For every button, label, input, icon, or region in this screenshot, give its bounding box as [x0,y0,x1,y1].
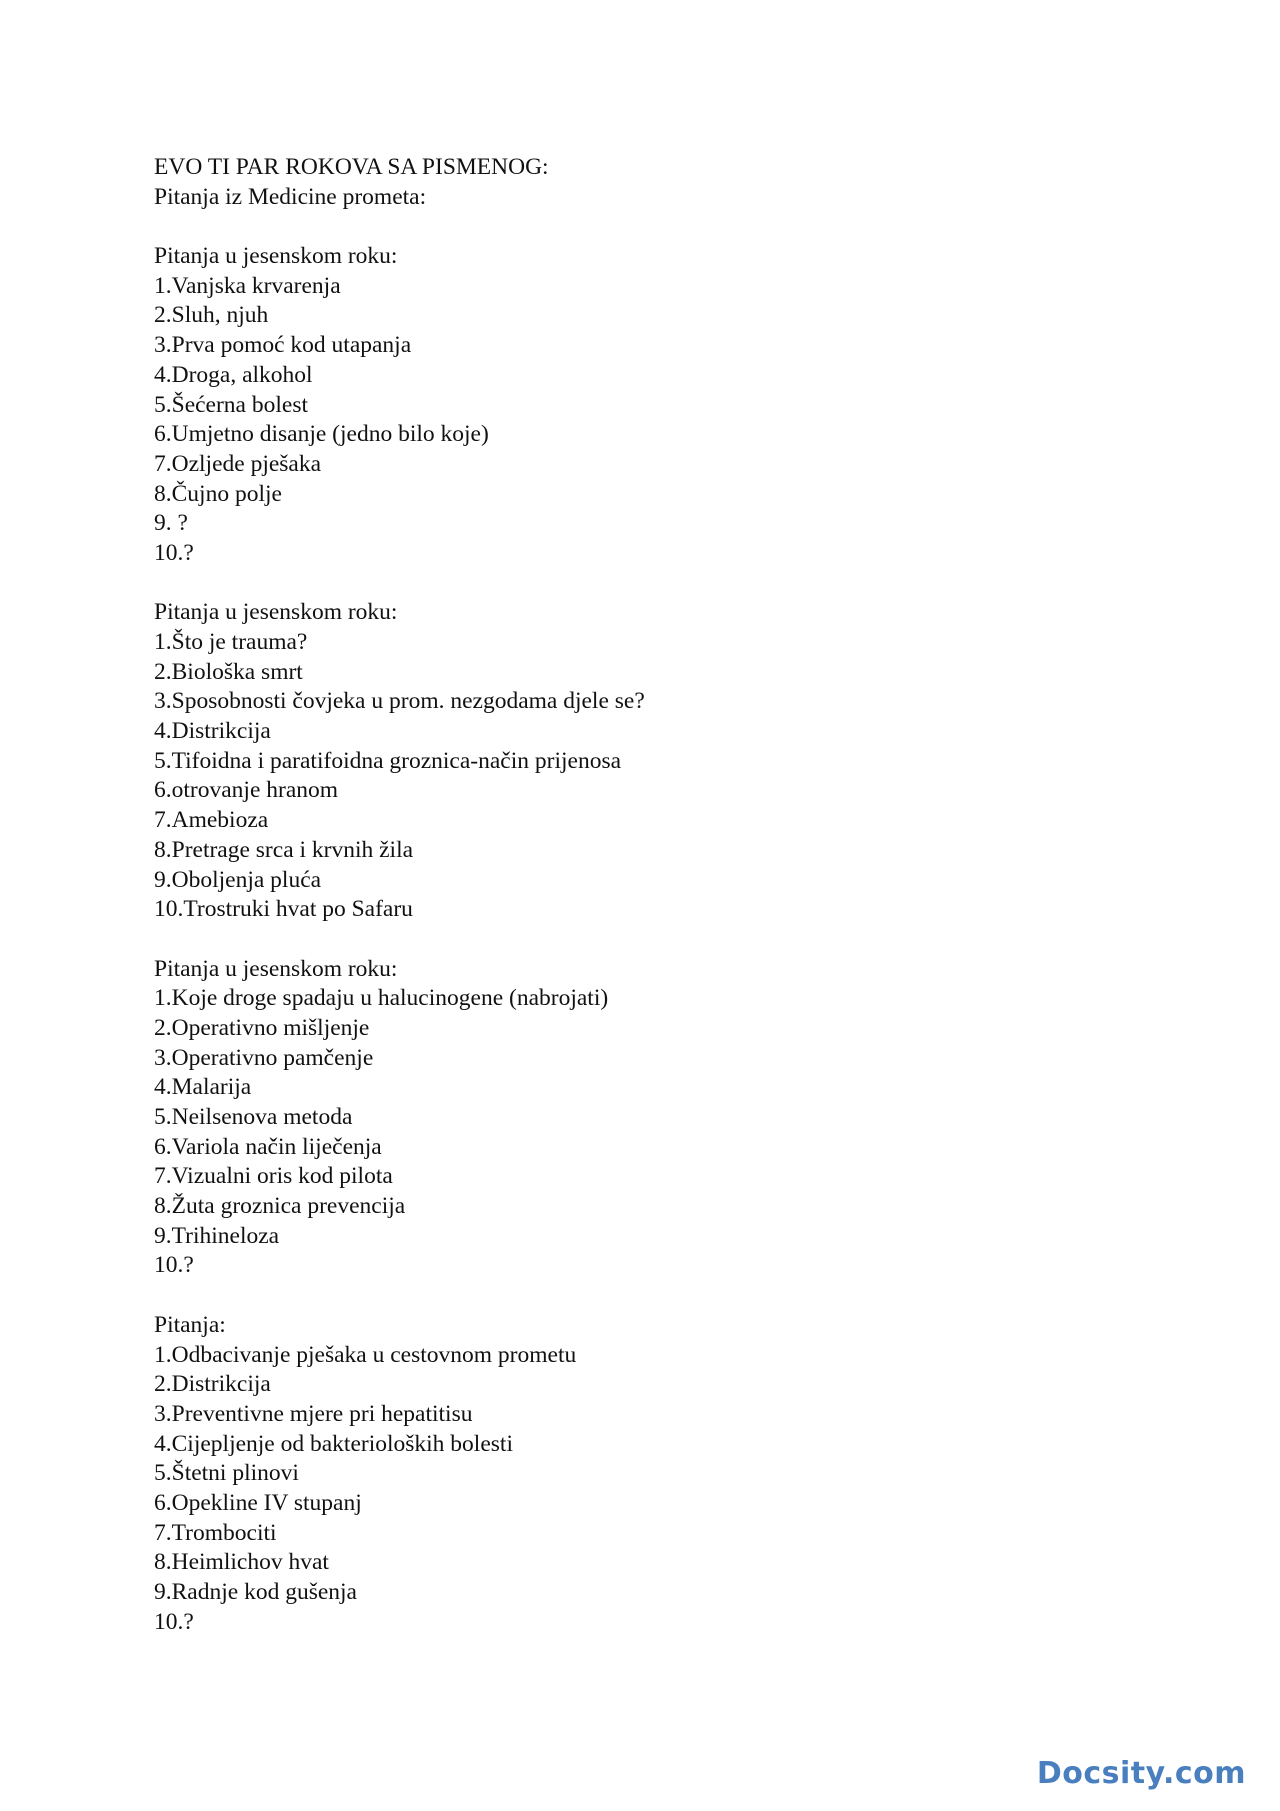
section-heading: Pitanja: [154,1311,226,1338]
list-item: 2.Operativno mišljenje [154,1014,370,1041]
list-item: 10.? [154,539,194,566]
list-item: 9. ? [154,510,188,537]
section-heading: Pitanja u jesenskom roku: [154,599,398,626]
list-item: 7.Ozljede pješaka [154,450,322,477]
list-item: 3.Preventivne mjere pri hepatitisu [154,1400,473,1427]
list-item: 1.Odbacivanje pješaka u cestovnom prometu [154,1341,577,1368]
document-subtitle: Pitanja iz Medicine prometa: [154,183,427,210]
list-item: 6.Umjetno disanje (jedno bilo koje) [154,421,489,448]
list-item: 4.Distrikcija [154,718,271,745]
document-page [154,153,1154,1637]
list-item: 7.Trombociti [154,1519,277,1546]
spacer [154,1281,1154,1311]
list-item: 2.Distrikcija [154,1371,271,1398]
list-item: 5.Štetni plinovi [154,1460,299,1487]
list-item: 4.Malarija [154,1074,252,1101]
list-item: 5.Šećerna bolest [154,391,309,418]
list-item: 5.Tifoidna i paratifoidna groznica-način prijenosa [154,747,622,774]
list-item: 5.Neilsenova metoda [154,1104,353,1130]
list-item: 3.Operativno pamčenje [154,1044,374,1071]
list-item: 4.Cijepljenje od bakterioloških bolesti [154,1430,513,1457]
list-item: 10.? [154,1608,194,1635]
list-item: 8.Čujno polje [154,480,282,507]
list-item: 2.Biološka smrt [154,658,303,685]
section-heading: Pitanja u jesenskom roku: [154,955,398,982]
list-item: 1.Što je trauma? [154,629,308,655]
list-item: 10.? [154,1252,194,1279]
spacer [154,212,1154,242]
section-3 [154,955,1154,1282]
section-2 [154,598,1154,925]
list-item: 1.Vanjska krvarenja [154,272,341,299]
list-item: 1.Koje droge spadaju u halucinogene (nabrojati) [154,985,609,1012]
section-4 [154,1311,1154,1638]
document-title: EVO TI PAR ROKOVA SA PISMENOG: [154,154,549,180]
spacer [154,925,1154,955]
list-item: 9.Oboljenja pluća [154,866,322,893]
spacer [154,569,1154,599]
list-item: 7.Amebioza [154,807,269,834]
list-item: 6.Variola način liječenja [154,1133,382,1160]
list-item: 4.Droga, alkohol [154,361,313,388]
docsity-watermark: Docsity.com [1036,1756,1246,1791]
list-item: 8.Žuta groznica prevencija [154,1193,406,1220]
list-item: 2.Sluh, njuh [154,302,269,329]
section-heading: Pitanja u jesenskom roku: [154,243,398,270]
list-item: 10.Trostruki hvat po Safaru [154,896,413,923]
list-item: 8.Pretrage srca i krvnih žila [154,836,414,863]
list-item: 7.Vizualni oris kod pilota [154,1163,393,1190]
list-item: 9.Radnje kod gušenja [154,1579,357,1605]
section-1 [154,242,1154,569]
list-item: 8.Heimlichov hvat [154,1549,329,1576]
list-item: 6.otrovanje hranom [154,777,339,804]
list-item: 3.Prva pomoć kod utapanja [154,332,412,359]
list-item: 9.Trihineloza [154,1222,280,1249]
list-item: 6.Opekline IV stupanj [154,1489,362,1516]
list-item: 3.Sposobnosti čovjeka u prom. nezgodama djele se? [154,688,645,715]
